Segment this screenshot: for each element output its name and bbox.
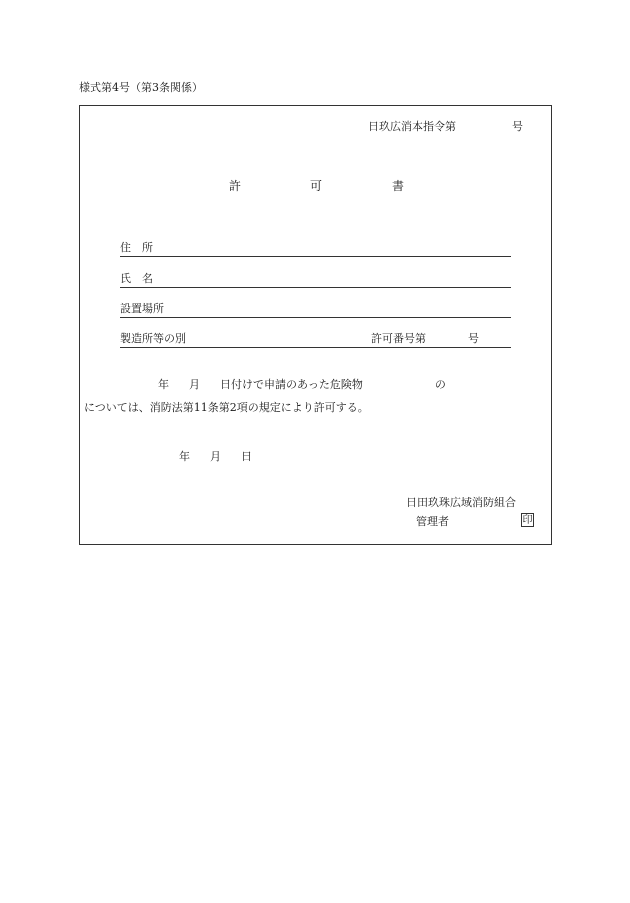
form-label: 様式第4号（第3条関係）: [79, 81, 203, 94]
form-box: [79, 105, 552, 545]
name-label: 氏 名: [120, 272, 153, 285]
name-field: [120, 273, 511, 288]
body-month: 月: [189, 378, 200, 391]
date-line: [179, 451, 252, 462]
organization-name: 日田玖珠広域消防組合: [406, 496, 516, 509]
manager-label: 管理者: [416, 515, 449, 528]
date-day: 日: [241, 450, 252, 463]
issue-number: [368, 121, 523, 132]
document-title-char-2: 可: [310, 179, 323, 193]
body-line-1: [158, 379, 446, 390]
date-month: 月: [210, 450, 221, 463]
date-year: 年: [179, 450, 190, 463]
address-label: 住 所: [120, 241, 153, 254]
body-year: 年: [158, 378, 169, 391]
permit-number-prefix: 許可番号第: [371, 332, 426, 345]
seal-mark: 印: [522, 515, 533, 526]
location-field: [120, 303, 511, 318]
address-field: [120, 242, 511, 257]
permit-number: [371, 333, 479, 344]
issue-number-prefix: 日玖広消本指令第: [368, 120, 456, 133]
document-title-char-1: 許: [229, 179, 242, 193]
body-line1-end: の: [434, 378, 446, 391]
issue-number-suffix: 号: [512, 120, 523, 133]
category-label: 製造所等の別: [120, 332, 186, 345]
location-label: 設置場所: [120, 302, 164, 315]
body-line-2: については、消防法第11条第2項の規定により許可する。: [84, 401, 369, 414]
body-line1-middle: 日付けで申請のあった危険物: [220, 378, 363, 391]
permit-number-suffix: 号: [468, 332, 479, 345]
category-field: [120, 333, 511, 348]
document-title-char-3: 書: [392, 179, 405, 193]
